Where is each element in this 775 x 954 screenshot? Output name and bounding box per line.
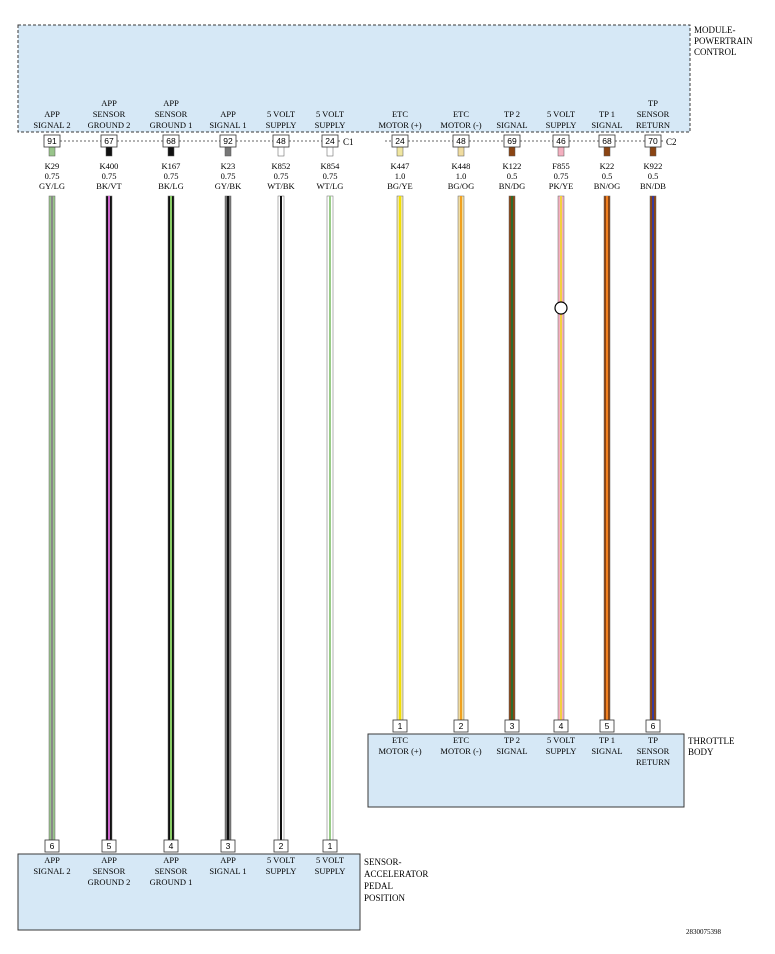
wire-stripe-five-volt-supply-k852 (280, 196, 282, 840)
wire-color-code-five-volt-supply-k852: WT/BK (267, 181, 295, 191)
pcm-label-tp-sensor-return-1: TP (648, 98, 658, 108)
wire-gauge-tp-sensor-return: 0.5 (647, 171, 659, 181)
wire-stripe-tp-sensor-return (652, 196, 654, 720)
end-pin-app-sensor-ground-2: 5 (106, 841, 112, 851)
end-label-app-signal-1-2: SIGNAL 1 (209, 866, 247, 876)
pcm-label-five-volt-supply-f855-1: 5 VOLT (546, 109, 576, 119)
pcm-label-etc-motor-plus-1: ETC (391, 109, 409, 119)
end-label-app-signal-2-1: APP (44, 855, 60, 865)
end-label-etc-motor-plus-2: MOTOR (+) (378, 746, 422, 756)
end-label-etc-motor-minus-1: ETC (452, 735, 470, 745)
pcm-label-five-volt-supply-k852-2: SUPPLY (265, 120, 297, 130)
end-pin-app-signal-2: 6 (49, 841, 55, 851)
end-label-tp2-signal-2: SIGNAL (496, 746, 528, 756)
wire-color-code-tp2-signal: BN/DG (498, 181, 526, 191)
end-label-five-volt-supply-f855-2: SUPPLY (545, 746, 577, 756)
pcm-pin-five-volt-supply-k852: 48 (276, 136, 286, 146)
end-label-app-sensor-ground-2-3: GROUND 2 (87, 877, 131, 887)
end-pin-tp2-signal: 3 (509, 721, 515, 731)
end-label-app-sensor-ground-1-3: GROUND 1 (149, 877, 193, 887)
connector-c2-label: C2 (666, 137, 677, 147)
wire-stub-etc-motor-minus (458, 146, 464, 156)
end-pin-etc-motor-minus: 2 (458, 721, 464, 731)
pcm-label-tp1-signal-2: SIGNAL (591, 120, 623, 130)
end-label-tp2-signal-1: TP 2 (504, 735, 520, 745)
pcm-pin-tp-sensor-return: 70 (648, 136, 658, 146)
circuit-number-tp-sensor-return: K922 (643, 161, 663, 171)
end-pin-tp1-signal: 5 (604, 721, 610, 731)
end-label-tp-sensor-return-1: TP (648, 735, 658, 745)
pcm-label-etc-motor-minus-1: ETC (452, 109, 470, 119)
end-label-five-volt-supply-f855-1: 5 VOLT (546, 735, 576, 745)
pcm-label-tp2-signal-2: SIGNAL (496, 120, 528, 130)
end-label-app-sensor-ground-1-1: APP (163, 855, 179, 865)
end-label-tp-sensor-return-2: SENSOR (636, 746, 670, 756)
end-label-etc-motor-minus-2: MOTOR (-) (440, 746, 482, 756)
wire-stub-five-volt-supply-k854 (327, 146, 333, 156)
wire-stub-etc-motor-plus (397, 146, 403, 156)
wire-gauge-five-volt-supply-f855: 0.75 (553, 171, 569, 181)
wire-color-code-tp-sensor-return: BN/DB (640, 181, 666, 191)
end-pin-five-volt-supply-f855: 4 (558, 721, 564, 731)
end-label-app-sensor-ground-1-2: SENSOR (154, 866, 188, 876)
wire-color-code-five-volt-supply-k854: WT/LG (316, 181, 344, 191)
wire-stripe-etc-motor-plus (399, 196, 401, 720)
wire-stub-app-sensor-ground-1 (168, 146, 174, 156)
wire-color-code-etc-motor-plus: BG/YE (387, 181, 413, 191)
end-label-etc-motor-plus-1: ETC (391, 735, 409, 745)
splice-point (555, 302, 567, 314)
pedal-sensor-name-line-1: SENSOR- (364, 857, 402, 867)
end-label-app-signal-1-1: APP (220, 855, 236, 865)
pcm-label-etc-motor-minus-2: MOTOR (-) (440, 120, 482, 130)
circuit-number-app-sensor-ground-2: K400 (99, 161, 119, 171)
pcm-label-app-sensor-ground-2-2: SENSOR (92, 109, 126, 119)
pcm-label-five-volt-supply-f855-2: SUPPLY (545, 120, 577, 130)
wire-gauge-tp1-signal: 0.5 (601, 171, 613, 181)
pcm-label-tp-sensor-return-2: SENSOR (636, 109, 670, 119)
pcm-pin-five-volt-supply-k854: 24 (325, 136, 335, 146)
end-label-tp1-signal-1: TP 1 (599, 735, 615, 745)
end-label-five-volt-supply-k854-1: 5 VOLT (315, 855, 345, 865)
circuit-number-five-volt-supply-f855: F855 (552, 161, 570, 171)
end-label-app-sensor-ground-2-1: APP (101, 855, 117, 865)
end-label-five-volt-supply-k852-1: 5 VOLT (266, 855, 296, 865)
pcm-label-app-sensor-ground-1-2: SENSOR (154, 109, 188, 119)
wire-gauge-etc-motor-minus: 1.0 (455, 171, 467, 181)
wire-stripe-tp2-signal (511, 196, 513, 720)
end-label-five-volt-supply-k854-2: SUPPLY (314, 866, 346, 876)
end-pin-app-sensor-ground-1: 4 (168, 841, 174, 851)
wire-stripe-app-signal-1 (227, 196, 229, 840)
wire-stripe-etc-motor-minus (460, 196, 462, 720)
pcm-pin-app-signal-2: 91 (47, 136, 57, 146)
module-name-line-2: POWERTRAIN (694, 36, 753, 46)
wire-gauge-tp2-signal: 0.5 (506, 171, 518, 181)
wire-stub-tp-sensor-return (650, 146, 656, 156)
wire-color-code-app-signal-2: GY/LG (39, 181, 65, 191)
pcm-pin-tp1-signal: 68 (602, 136, 612, 146)
wire-stripe-five-volt-supply-f855 (560, 196, 562, 720)
circuit-number-five-volt-supply-k852: K852 (271, 161, 291, 171)
wire-stub-app-sensor-ground-2 (106, 146, 112, 156)
pcm-label-app-signal-1-2: SIGNAL 1 (209, 120, 247, 130)
circuit-number-app-sensor-ground-1: K167 (161, 161, 181, 171)
pcm-label-tp2-signal-1: TP 2 (504, 109, 520, 119)
wire-stripe-app-sensor-ground-1 (170, 196, 172, 840)
pcm-pin-app-signal-1: 92 (223, 136, 233, 146)
module-name-line-1: MODULE- (694, 25, 736, 35)
end-pin-tp-sensor-return: 6 (650, 721, 656, 731)
connector-c1-label: C1 (343, 137, 354, 147)
pcm-label-app-sensor-ground-2-1: APP (101, 98, 117, 108)
end-label-five-volt-supply-k852-2: SUPPLY (265, 866, 297, 876)
circuit-number-tp2-signal: K122 (502, 161, 522, 171)
pcm-label-app-signal-2-1: APP (44, 109, 60, 119)
throttle-body-name-line-2: BODY (688, 747, 714, 757)
end-label-app-sensor-ground-2-2: SENSOR (92, 866, 126, 876)
pcm-label-app-signal-2-2: SIGNAL 2 (33, 120, 71, 130)
wire-gauge-etc-motor-plus: 1.0 (394, 171, 406, 181)
wire-gauge-app-signal-1: 0.75 (220, 171, 236, 181)
end-label-tp1-signal-2: SIGNAL (591, 746, 623, 756)
wire-stripe-tp1-signal (606, 196, 608, 720)
circuit-number-etc-motor-minus: K448 (451, 161, 471, 171)
pedal-sensor-name-line-3: PEDAL (364, 881, 393, 891)
wire-stripe-app-signal-2 (51, 196, 53, 840)
pcm-label-five-volt-supply-k854-2: SUPPLY (314, 120, 346, 130)
module-name-line-3: CONTROL (694, 47, 737, 57)
wire-stub-app-signal-1 (225, 146, 231, 156)
circuit-number-etc-motor-plus: K447 (390, 161, 410, 171)
wire-gauge-app-signal-2: 0.75 (44, 171, 60, 181)
end-pin-five-volt-supply-k852: 2 (278, 841, 284, 851)
throttle-body-box (368, 734, 684, 807)
wire-gauge-five-volt-supply-k854: 0.75 (322, 171, 338, 181)
pcm-label-app-sensor-ground-2-3: GROUND 2 (87, 120, 131, 130)
end-label-tp-sensor-return-3: RETURN (636, 757, 670, 767)
pcm-label-five-volt-supply-k852-1: 5 VOLT (266, 109, 296, 119)
end-pin-etc-motor-plus: 1 (397, 721, 403, 731)
wire-gauge-app-sensor-ground-2: 0.75 (101, 171, 117, 181)
wire-gauge-app-sensor-ground-1: 0.75 (163, 171, 179, 181)
wire-color-code-five-volt-supply-f855: PK/YE (548, 181, 574, 191)
pcm-label-tp1-signal-1: TP 1 (599, 109, 615, 119)
circuit-number-tp1-signal: K22 (599, 161, 615, 171)
circuit-number-app-signal-2: K29 (44, 161, 60, 171)
wire-stub-app-signal-2 (49, 146, 55, 156)
pcm-label-tp-sensor-return-3: RETURN (636, 120, 670, 130)
pcm-label-app-sensor-ground-1-3: GROUND 1 (149, 120, 193, 130)
pedal-sensor-name-line-2: ACCELERATOR (364, 869, 429, 879)
wire-color-code-app-sensor-ground-2: BK/VT (96, 181, 122, 191)
wire-stripe-app-sensor-ground-2 (108, 196, 110, 840)
wire-color-code-etc-motor-minus: BG/OG (447, 181, 475, 191)
wire-color-code-app-signal-1: GY/BK (214, 181, 242, 191)
pcm-pin-app-sensor-ground-1: 68 (166, 136, 176, 146)
pcm-label-app-signal-1-1: APP (220, 109, 236, 119)
pcm-pin-etc-motor-plus: 24 (395, 136, 405, 146)
pcm-pin-five-volt-supply-f855: 46 (556, 136, 566, 146)
end-pin-five-volt-supply-k854: 1 (327, 841, 333, 851)
pcm-pin-tp2-signal: 69 (507, 136, 517, 146)
circuit-number-app-signal-1: K23 (220, 161, 236, 171)
pedal-sensor-name-line-4: POSITION (364, 893, 406, 903)
pcm-label-app-sensor-ground-1-1: APP (163, 98, 179, 108)
wire-color-code-tp1-signal: BN/OG (593, 181, 621, 191)
wire-stub-five-volt-supply-k852 (278, 146, 284, 156)
wire-color-code-app-sensor-ground-1: BK/LG (158, 181, 184, 191)
wire-gauge-five-volt-supply-k852: 0.75 (273, 171, 289, 181)
throttle-body-name-line-1: THROTTLE (688, 736, 735, 746)
pcm-pin-app-sensor-ground-2: 67 (104, 136, 114, 146)
end-label-app-signal-2-2: SIGNAL 2 (33, 866, 71, 876)
end-pin-app-signal-1: 3 (225, 841, 231, 851)
document-number: 2830075398 (686, 928, 721, 936)
pcm-label-etc-motor-plus-2: MOTOR (+) (378, 120, 422, 130)
wire-stub-tp2-signal (509, 146, 515, 156)
wire-stub-five-volt-supply-f855 (558, 146, 564, 156)
wire-stripe-five-volt-supply-k854 (329, 196, 331, 840)
circuit-number-five-volt-supply-k854: K854 (320, 161, 340, 171)
pcm-pin-etc-motor-minus: 48 (456, 136, 466, 146)
wire-stub-tp1-signal (604, 146, 610, 156)
pcm-label-five-volt-supply-k854-1: 5 VOLT (315, 109, 345, 119)
